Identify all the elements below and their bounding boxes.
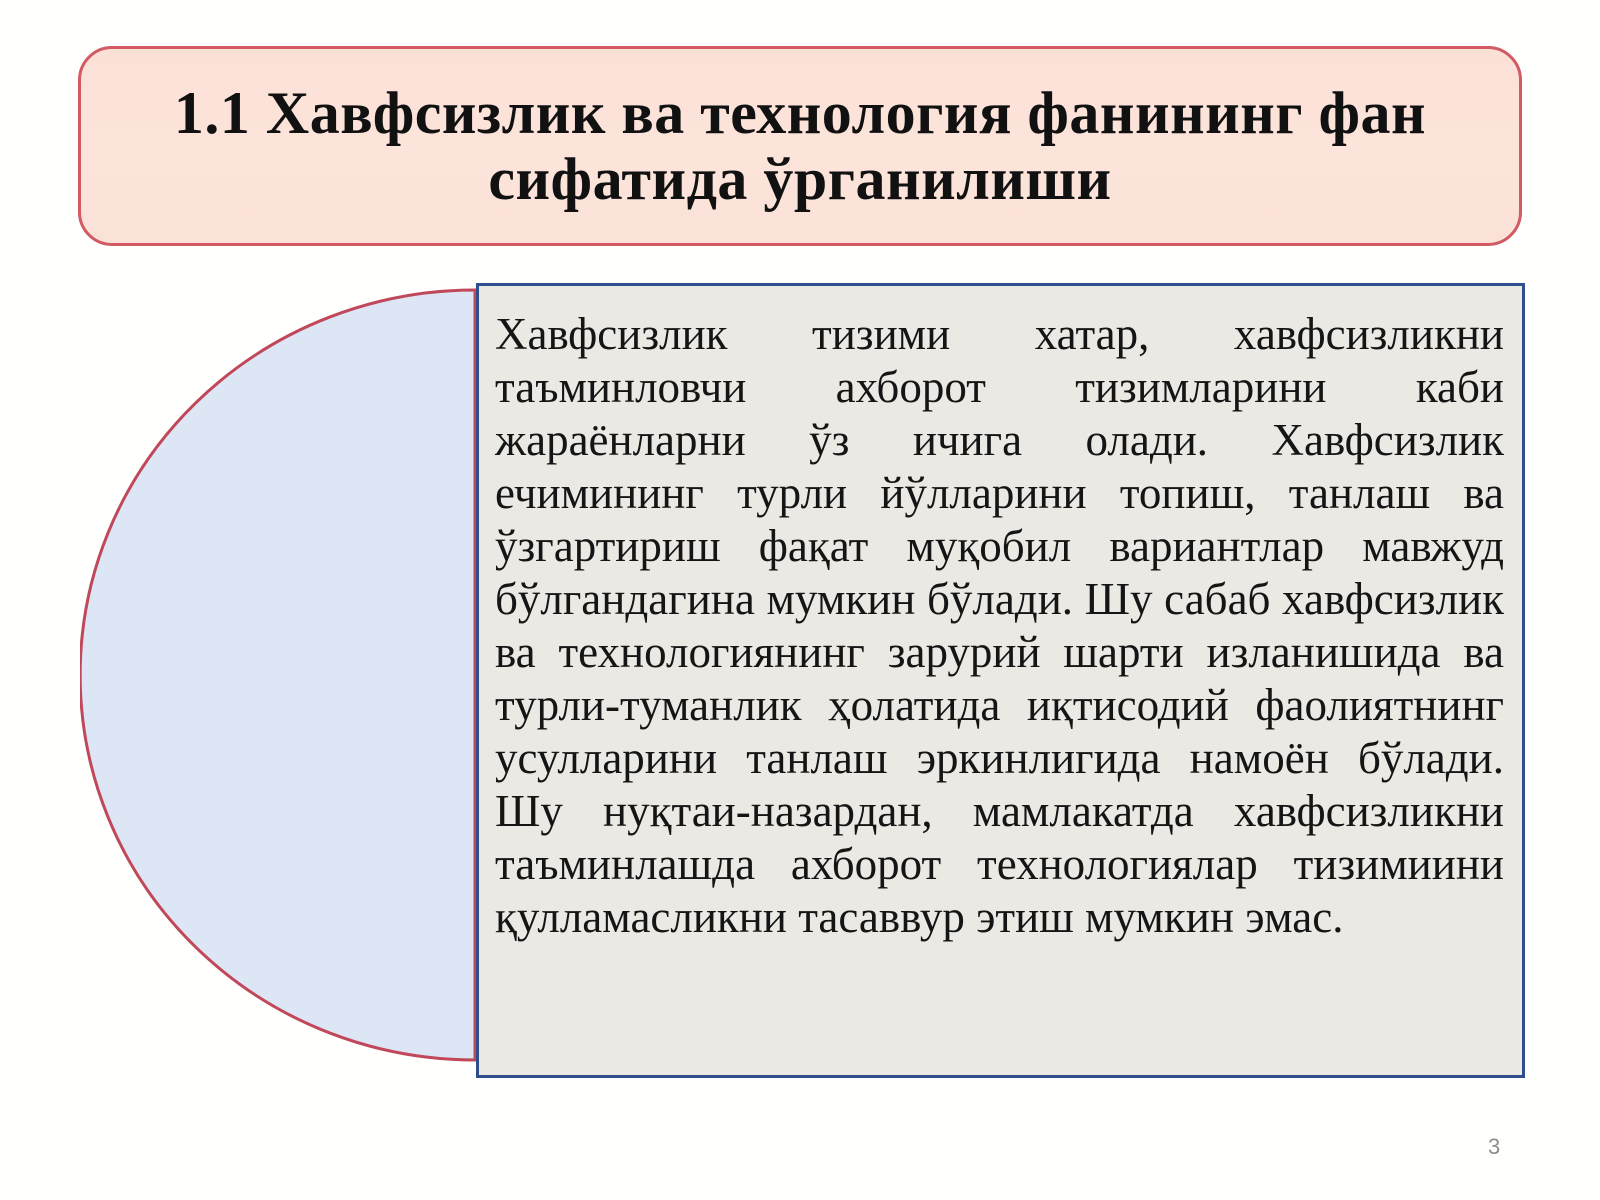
title-box — [78, 46, 1522, 246]
content-panel — [476, 283, 1525, 1078]
slide-title: 1.1 Хавфсизлик ва технология фанининг фан сифатида ўрганилиши — [173, 80, 1427, 212]
page-number: 3 — [1488, 1134, 1501, 1159]
half-circle-shape — [80, 290, 475, 1060]
body-paragraph: Хавфсизлик тизими хатар, хавфсизликни таъминловчи ахборот тизимларини каби жараёнларни ўз ичига олади. Хавфсизлик ечимининг турли йўлларини топиш, танлаш ва ўзгартириш фақат муқобил вариантлар мавжуд бўлгандагина мумкин бўлади. Шу сабаб хавфсизлик ва технологиянинг зарурий шарти изланишида ва турли-туманлик ҳолатида иқтисодий фаолиятнинг усулларини танлаш эркинлигида намоён бўлади. Шу нуқтаи-назардан, мамлакатда хавфсизликни таъминлашда ахборот технологиялар тизимиини қулламасликни тасаввур этиш мумкин эмас. — [495, 309, 1504, 942]
